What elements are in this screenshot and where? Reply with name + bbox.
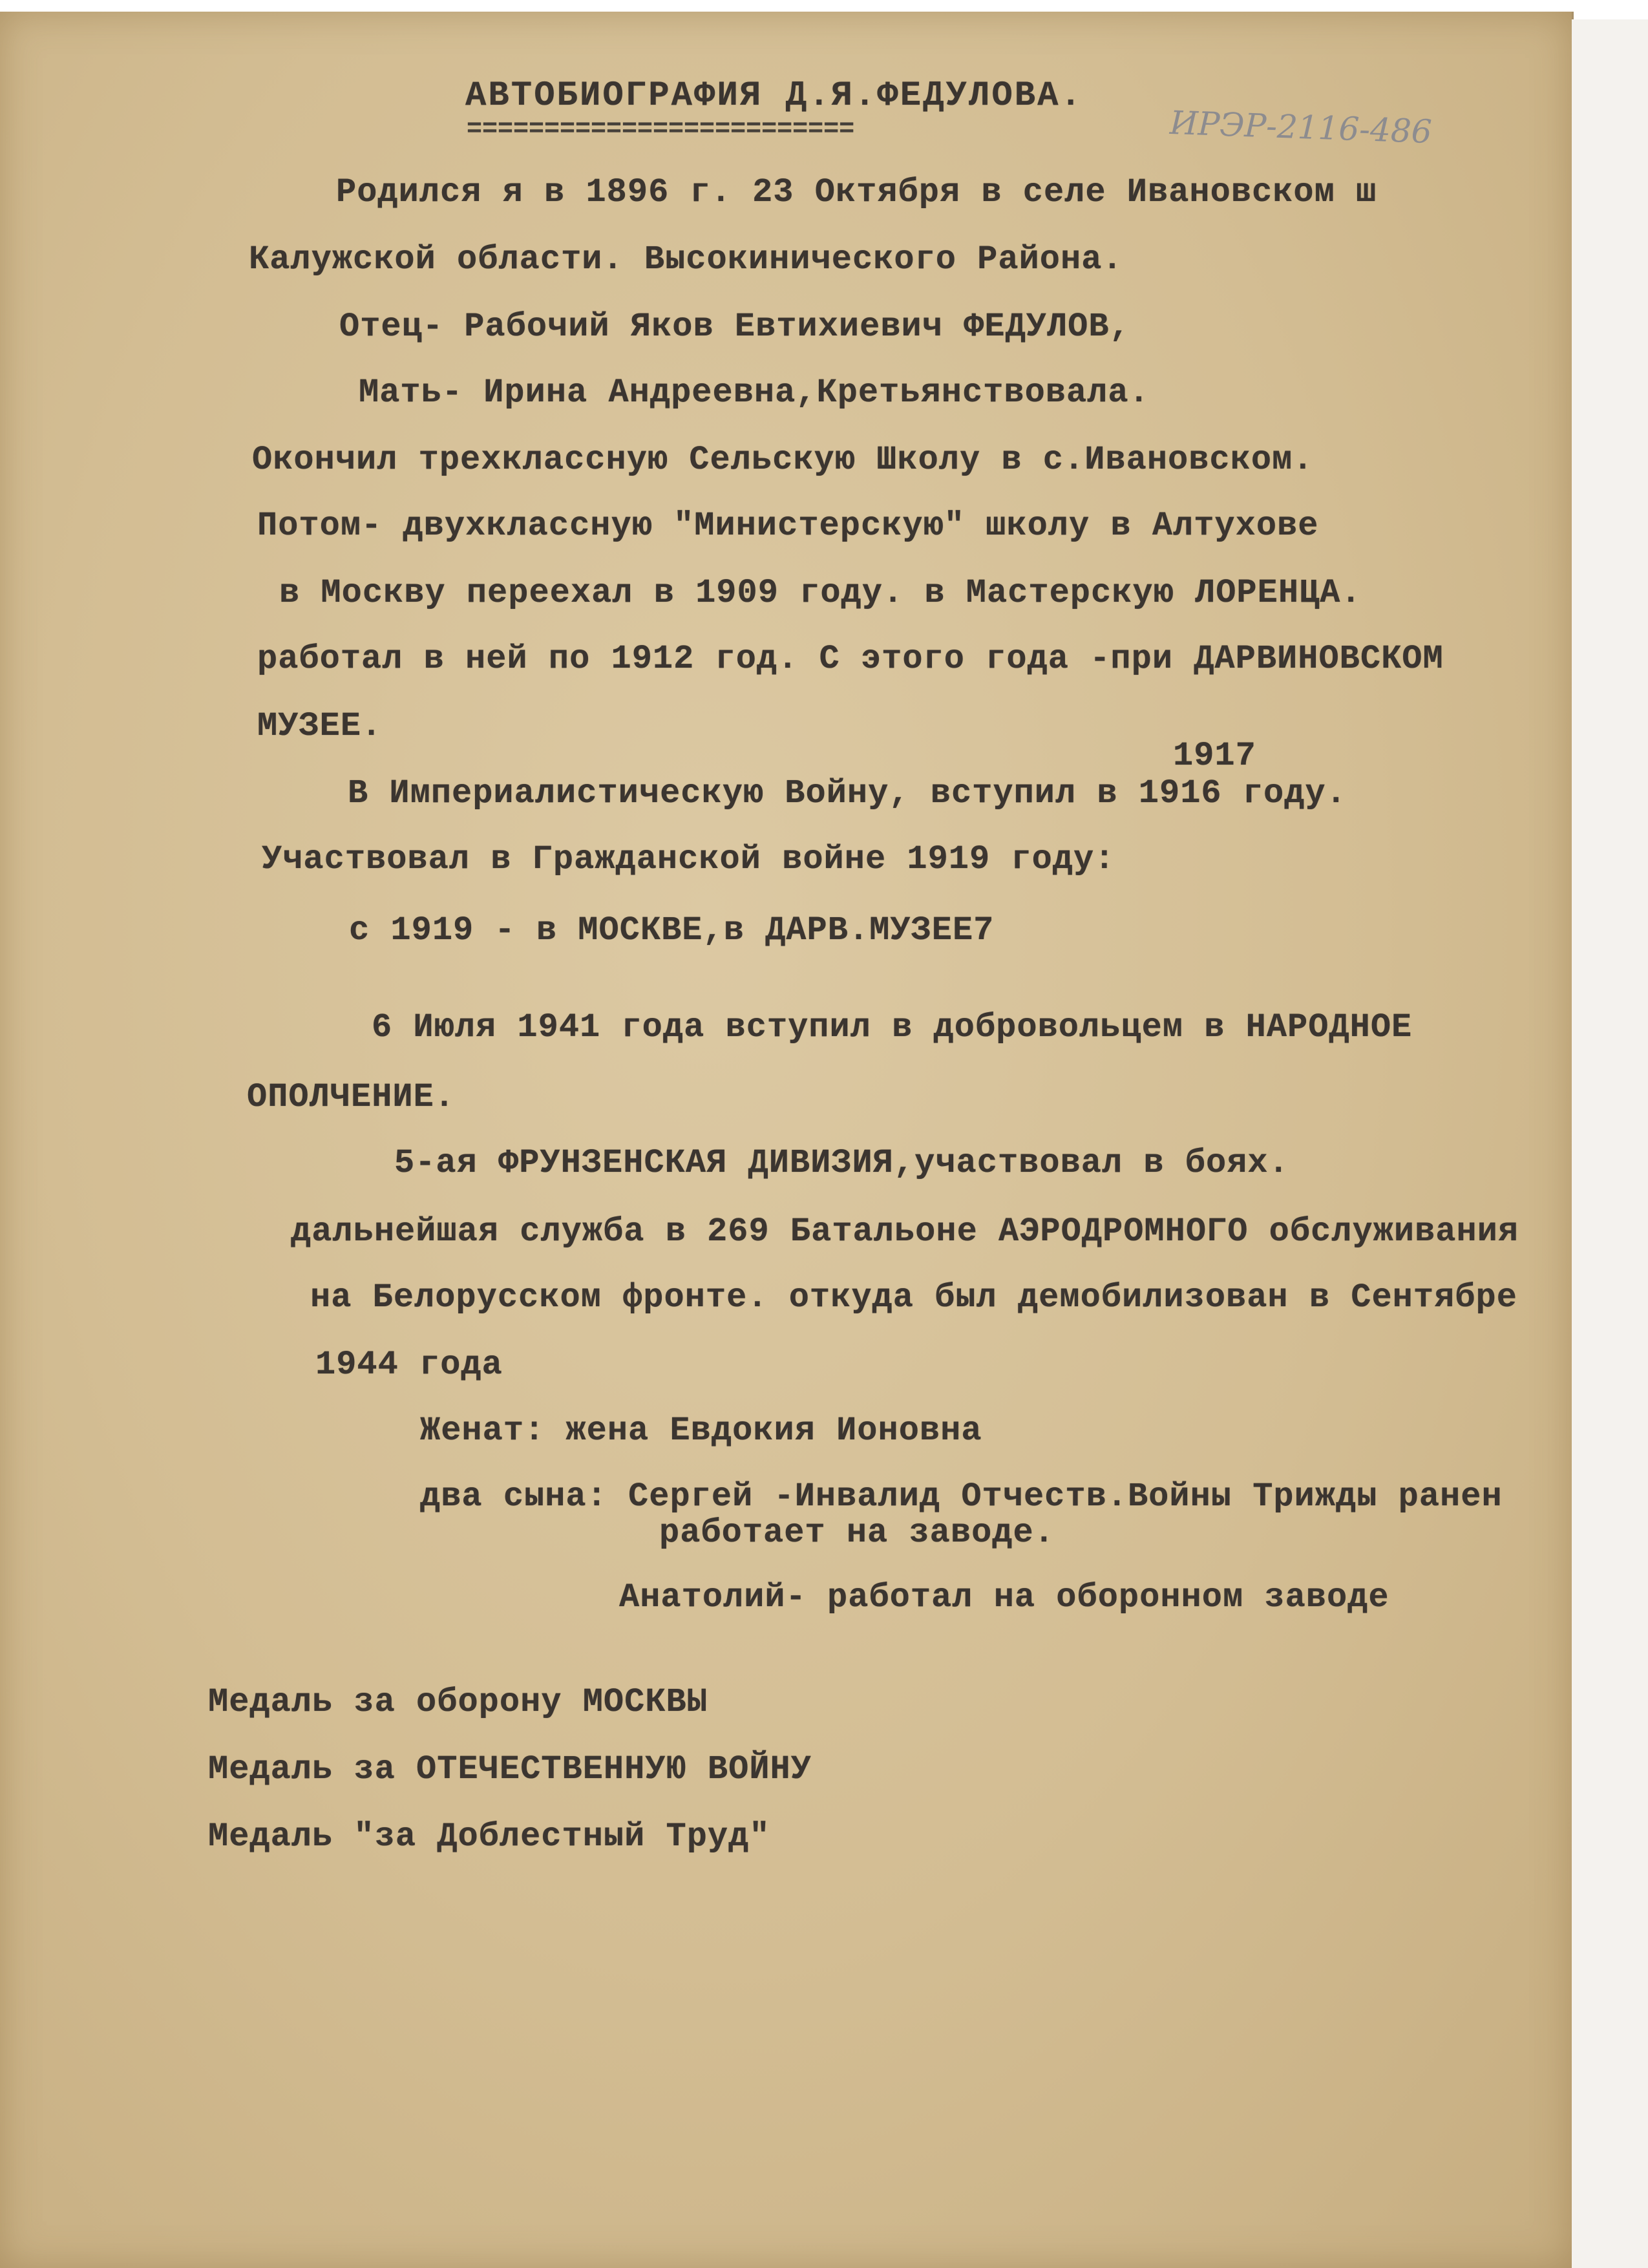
line-militia: ОПОЛЧЕНИЕ. [247, 1078, 456, 1116]
line-sons: два сына: Сергей -Инвалид Отчеств.Войны Трижды ранен [420, 1478, 1503, 1516]
line-medal-moscow: Медаль за оборону МОСКВЫ [208, 1683, 708, 1721]
correction-year: 1917 [1173, 737, 1256, 775]
line-imperial-war: В Империалистическую Войну, вступил в 1916 году. [348, 774, 1347, 812]
line-front: на Белорусском фронте. откуда был демобилизован в Сентябре [310, 1278, 1517, 1317]
paper-sheet [0, 12, 1574, 2268]
line-civil-war: Участвовал в Гражданской войне 1919 году: [262, 840, 1115, 878]
line-anatoly: Анатолий- работал на оборонном заводе [619, 1578, 1389, 1616]
archive-mark: ИРЭР-2116-486 [1169, 103, 1433, 151]
scan-background-edge [1572, 19, 1648, 2268]
line-medal-war: Медаль за ОТЕЧЕСТВЕННУЮ ВОЙНУ [208, 1750, 812, 1788]
line-moscow: в Москву переехал в 1909 году. в Мастерскую ЛОРЕНЦА. [279, 574, 1362, 612]
line-sons-cont: работает на заводе. [659, 1514, 1055, 1552]
document-title: АВТОБИОГРАФИЯ Д.Я.ФЕДУЛОВА. [465, 76, 1083, 116]
line-division: 5-ая ФРУНЗЕНСКАЯ ДИВИЗИЯ,участвовал в боях. [394, 1144, 1289, 1182]
line-mother: Мать- Ирина Андреевна,Кретьянствовала. [359, 374, 1150, 412]
line-second-school: Потом- двухклассную "Министерскую" школу в Алтухове [257, 507, 1319, 545]
title-underline: ========================= [467, 115, 855, 144]
line-medal-labor: Медаль "за Доблестный Труд" [208, 1818, 770, 1856]
line-school: Окончил трехклассную Сельскую Школу в с.Ивановском. [252, 441, 1314, 479]
line-father: Отец- Рабочий Яков Евтихиевич ФЕДУЛОВ, [339, 308, 1130, 346]
line-1919: с 1919 - в МОСКВЕ,в ДАРВ.МУЗЕЕ7 [349, 911, 995, 949]
line-1944: 1944 года [315, 1346, 503, 1384]
line-battalion: дальнейшая служба в 269 Батальоне АЭРОДРОМНОГО обслуживания [291, 1213, 1519, 1251]
line-married: Женат: жена Евдокия Ионовна [420, 1412, 982, 1450]
line-birth: Родился я в 1896 г. 23 Октября в селе Ивановском ш [336, 173, 1377, 211]
line-work: работал в ней по 1912 год. С этого года -при ДАРВИНОВСКОМ [257, 640, 1444, 678]
line-1941: 6 Июля 1941 года вступил в добровольцем в НАРОДНОЕ [372, 1008, 1413, 1046]
line-region: Калужской области. Высокинического Района. [249, 240, 1123, 279]
line-museum: МУЗЕЕ. [257, 707, 383, 745]
